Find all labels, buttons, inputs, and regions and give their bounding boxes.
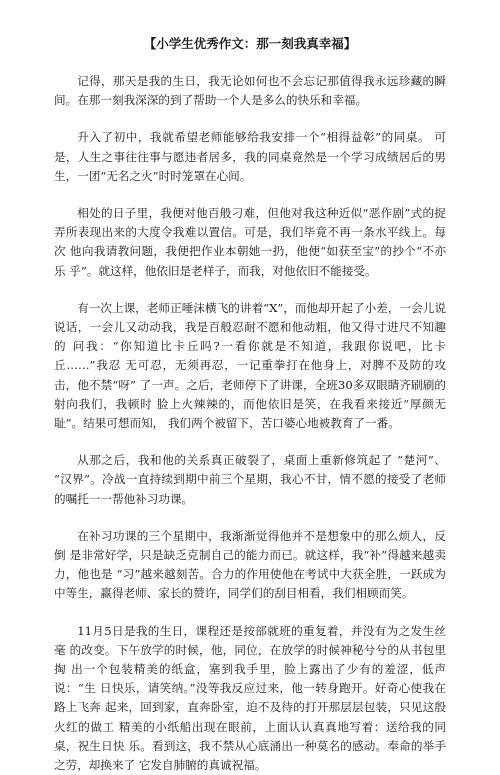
paragraph: 相处的日子里，我便对他百般刁难，但他对我这种近似“恶作剧”式的捉 弄所表现出来的大度令我难以置信。可是，我们毕竟不再一条水平线上。每次 他向我请教问题，我便把作业本朝她一扔，他便“如获至宝”的抄个“不亦乐 乎”。就这样，他依旧是老样子，而我，对他依旧不能接受。 — [54, 206, 446, 278]
paragraph: 升入了初中，我就希望老师能够给我安排一个“相得益彰”的同桌。 可是，人生之事往往事与愿违者居多，我的同桌竟然是一个学习成绩居后的男 生，一团“无名之火”时时笼罩在心间。 — [54, 130, 446, 183]
paragraph: 记得，那天是我的生日，我无论如何也不会忘记那值得我永远珍藏的瞬 间。在那一刻我深深的到了帮助一个人是多么的快乐和幸福。 — [54, 74, 446, 108]
paragraph: 有一次上课，老师正唾沫横飞的讲着“X”，而他却开起了小差，一会儿说 说话，一会儿又动动我，我是百般忍耐不愿和他动粗，他又得寸进尺不知趣的 问我：“你知道比卡丘吗?一看你就是不知道，我跟你说吧，比卡丘……”我忍 无可忍，无须再忍，一记重拳打在他身上，对脾不及防的攻击，他不禁“呀” 了一声。之后，老师停下了讲课，全班30多双眼睛齐刷刷的射向我们，我顿时 脸上火辣辣的，而他依旧是笑，在我看来接近“厚颜无耻”。结果可想而知， 我们两个被留下，苦口婆心地被教育了一番。 — [54, 300, 446, 431]
document-title: 【小学生优秀作文：那一刻我真幸福】 — [143, 36, 357, 51]
paragraph: 在补习功课的三个星期中，我渐渐觉得他并不是想象中的那么烦人，反倒 是非常好学，只是缺乏克制自己的能力而已。就这样，我“补”得越来越卖 力，他也是 “习”越来越刻苦。合力的作用使他在考试中大获全胜，一跃成为 中等生，赢得老师、家长的赞许，同学们的刮目相看，我们相顾而笑。 — [54, 528, 446, 601]
paragraph: 11月5日是我的生日，课程还是按部就班的重复着，并没有为之发生丝毫 的改变。下午放学的时候，他，同位，在放学的时候神秘兮兮的从书包里掏 出一个包装精美的纸盒，塞到我手里，脸上露出了少有的羞涩，低声说：“生 日快乐，请笑纳。”没等我反应过来，他一转身跑开。好奇心使我在路上飞奔 起来，回到家，直奔卧室，迫不及待的打开那层层包装，只见这殷火红的做工 精美的小纸船出现在眼前，上面认认真真地写着：送给我的同桌，祝生日快 乐。看到这，我不禁从心底涌出一种莫名的感动。奉命的举手之劳，却换来了 它发自肺腑的真诚祝福。 — [54, 623, 446, 773]
paragraph: 从那之后，我和他的关系真正破裂了，桌面上重新修筑起了 “楚河”、 “汉界”。冷战一直持续到期中前三个星期，我心不甘，情不愿的接受了老师 的嘱托一一帮他补习功课。 — [54, 453, 446, 506]
